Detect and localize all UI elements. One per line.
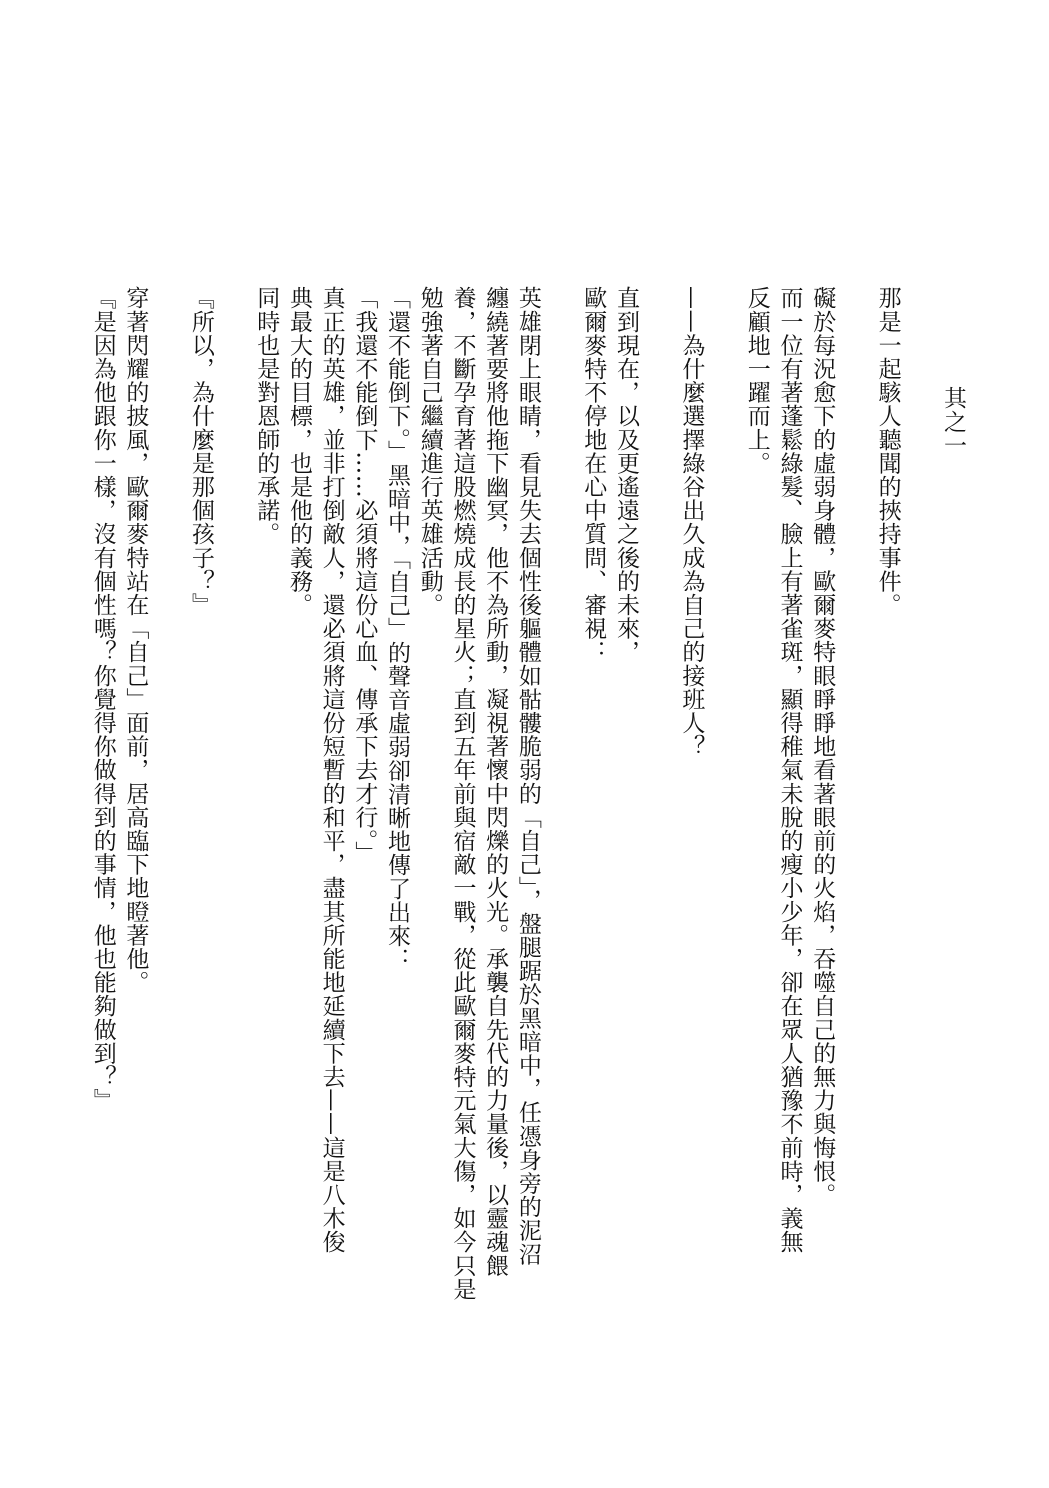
text-line: 「還不能倒下。」黑暗中，「自己」的聲音虛弱卻清晰地傳了出來： bbox=[384, 286, 411, 971]
blank-line bbox=[151, 286, 184, 1336]
vertical-text-block bbox=[86, 286, 969, 1336]
text-line: 典最大的目標，也是他的義務。 bbox=[285, 286, 312, 617]
text-line: 『是因為他跟你一樣，沒有個性嗎？你覺得你做得到的事情，他也能夠做到？』 bbox=[89, 286, 116, 1112]
blank-line bbox=[904, 286, 937, 1336]
text-line: 礙於每況愈下的虛弱身體，歐爾麥特眼睜睜地看著眼前的火焰，吞噬自己的無力與悔恨。 bbox=[809, 286, 836, 1207]
text-line: 纏繞著要將他拖下幽冥，他不為所動，凝視著懷中閃爍的火光。承襲自先代的力量後，以靈魂餵 bbox=[482, 286, 509, 1278]
blank-line bbox=[217, 286, 250, 1336]
text-line: 那是一起駭人聽聞的挾持事件。 bbox=[874, 286, 901, 617]
text-line: 英雄閉上眼睛，看見失去個性後軀體如骷髏脆弱的「自己」，盤腿踞於黑暗中，任憑身旁的泥沼 bbox=[514, 286, 541, 1266]
text-line: ——為什麼選擇綠谷出久成為自己的接班人？ bbox=[678, 286, 705, 758]
text-line: 穿著閃耀的披風，歐爾麥特站在「自己」面前，居高臨下地瞪著他。 bbox=[122, 286, 149, 994]
text-line: 『所以，為什麼是那個孩子？』 bbox=[187, 286, 214, 617]
blank-line bbox=[642, 286, 675, 1336]
text-line: 同時也是對恩師的承諾。 bbox=[253, 286, 280, 546]
blank-line bbox=[544, 286, 577, 1336]
text-line: 直到現在，以及更遙遠之後的未來， bbox=[612, 286, 639, 664]
chapter-title: 其之一 bbox=[940, 386, 966, 457]
blank-line bbox=[838, 286, 871, 1336]
text-line: 養，不斷孕育著這股燃燒成長的星火；直到五年前與宿敵一戰，從此歐爾麥特元氣大傷，如今只是 bbox=[449, 286, 476, 1301]
text-line: 而一位有著蓬鬆綠髮、臉上有著雀斑，顯得稚氣未脫的瘦小少年，卻在眾人猶豫不前時，義無 bbox=[776, 286, 803, 1254]
text-line: 「我還不能倒下……必須將這份心血、傳承下去才行。」 bbox=[351, 286, 378, 865]
text-line: 歐爾麥特不停地在心中質問、審視： bbox=[580, 286, 607, 664]
blank-line bbox=[707, 286, 740, 1336]
text-line: 反顧地一躍而上。 bbox=[743, 286, 770, 475]
text-line: 真正的英雄，並非打倒敵人，還必須將這份短暫的和平，盡其所能地延續下去——這是八木俊 bbox=[318, 286, 345, 1254]
text-line: 勉強著自己繼續進行英雄活動。 bbox=[416, 286, 443, 617]
